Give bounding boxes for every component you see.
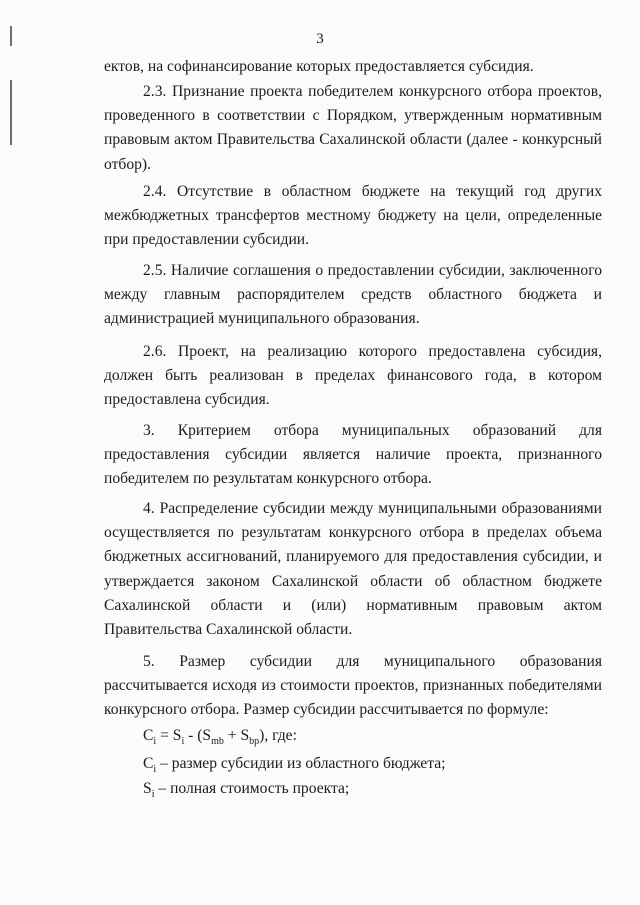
- paragraph-2-4: 2.4. Отсутствие в областном бюджете на текущий год других межбюджетных трансфертов местному бюджету на цели, определенные при предоставлении субсидии.: [104, 183, 602, 249]
- formula-minus-s: - (S: [184, 727, 212, 744]
- definition-si-subscript: i: [151, 789, 155, 801]
- paragraph-2-3: 2.3. Признание проекта победителем конкурсного отбора проектов, проведенного в соответствии с Порядком, утвержденным нормативным правовым актом Правительства Сахалинской области (далее - конкурсный отбор).: [104, 83, 602, 173]
- paragraph-2-5: 2.5. Наличие соглашения о предоставлении субсидии, заключенного между главным распорядителем средств областного бюджета и администрацией муниципального образования.: [104, 262, 602, 328]
- formula-lhs: C: [143, 727, 154, 744]
- formula-bp-subscript: bp: [249, 736, 260, 748]
- formula-mb-subscript: mb: [211, 736, 224, 748]
- definition-si-text: – полная стоимость проекта;: [154, 780, 350, 797]
- paragraph-2-6: 2.6. Проект, на реализацию которого предоставлена субсидия, должен быть реализован в пределах финансового года, в котором предоставлена субсидия.: [104, 343, 602, 409]
- paragraph-3: 3. Критерием отбора муниципальных образований для предоставления субсидии является наличие проекта, признанного победителем по результатам конкурсного отбора.: [104, 422, 602, 488]
- definition-si-symbol: S: [143, 780, 152, 797]
- paragraph-4: 4. Распределение субсидии между муниципальными образованиями осуществляется по результатам конкурсного отбора в пределах объема бюджетных ассигнований, планируемого для предоставления субсидии, и утверждается законом Сахалинской области об областном бюджете Сахалинской области и (или) нормативным правовым актом Правительства Сахалинской области.: [104, 500, 602, 639]
- formula-lhs-subscript: i: [153, 736, 157, 748]
- definition-si: [143, 777, 349, 807]
- margin-binding-mark: [10, 80, 12, 145]
- subsidy-formula: [143, 724, 297, 754]
- formula-s-subscript: i: [181, 736, 185, 748]
- page-number: 3: [316, 31, 324, 47]
- paragraph-5: 5. Размер субсидии для муниципального образования рассчитывается исходя из стоимости проектов, признанных победителями конкурсного отбора. Размер субсидии рассчитывается по формуле:: [104, 653, 602, 719]
- paragraph-continuation: ектов, на софинансирование которых предоставляется субсидия.: [104, 58, 534, 75]
- definition-ci-subscript: i: [153, 764, 157, 776]
- formula-tail: ), где:: [259, 727, 297, 744]
- formula-plus-s: + S: [223, 727, 250, 744]
- definition-ci-text: – размер субсидии из областного бюджета;: [156, 755, 446, 772]
- definition-ci-symbol: C: [143, 755, 154, 772]
- formula-equals-s: = S: [156, 727, 182, 744]
